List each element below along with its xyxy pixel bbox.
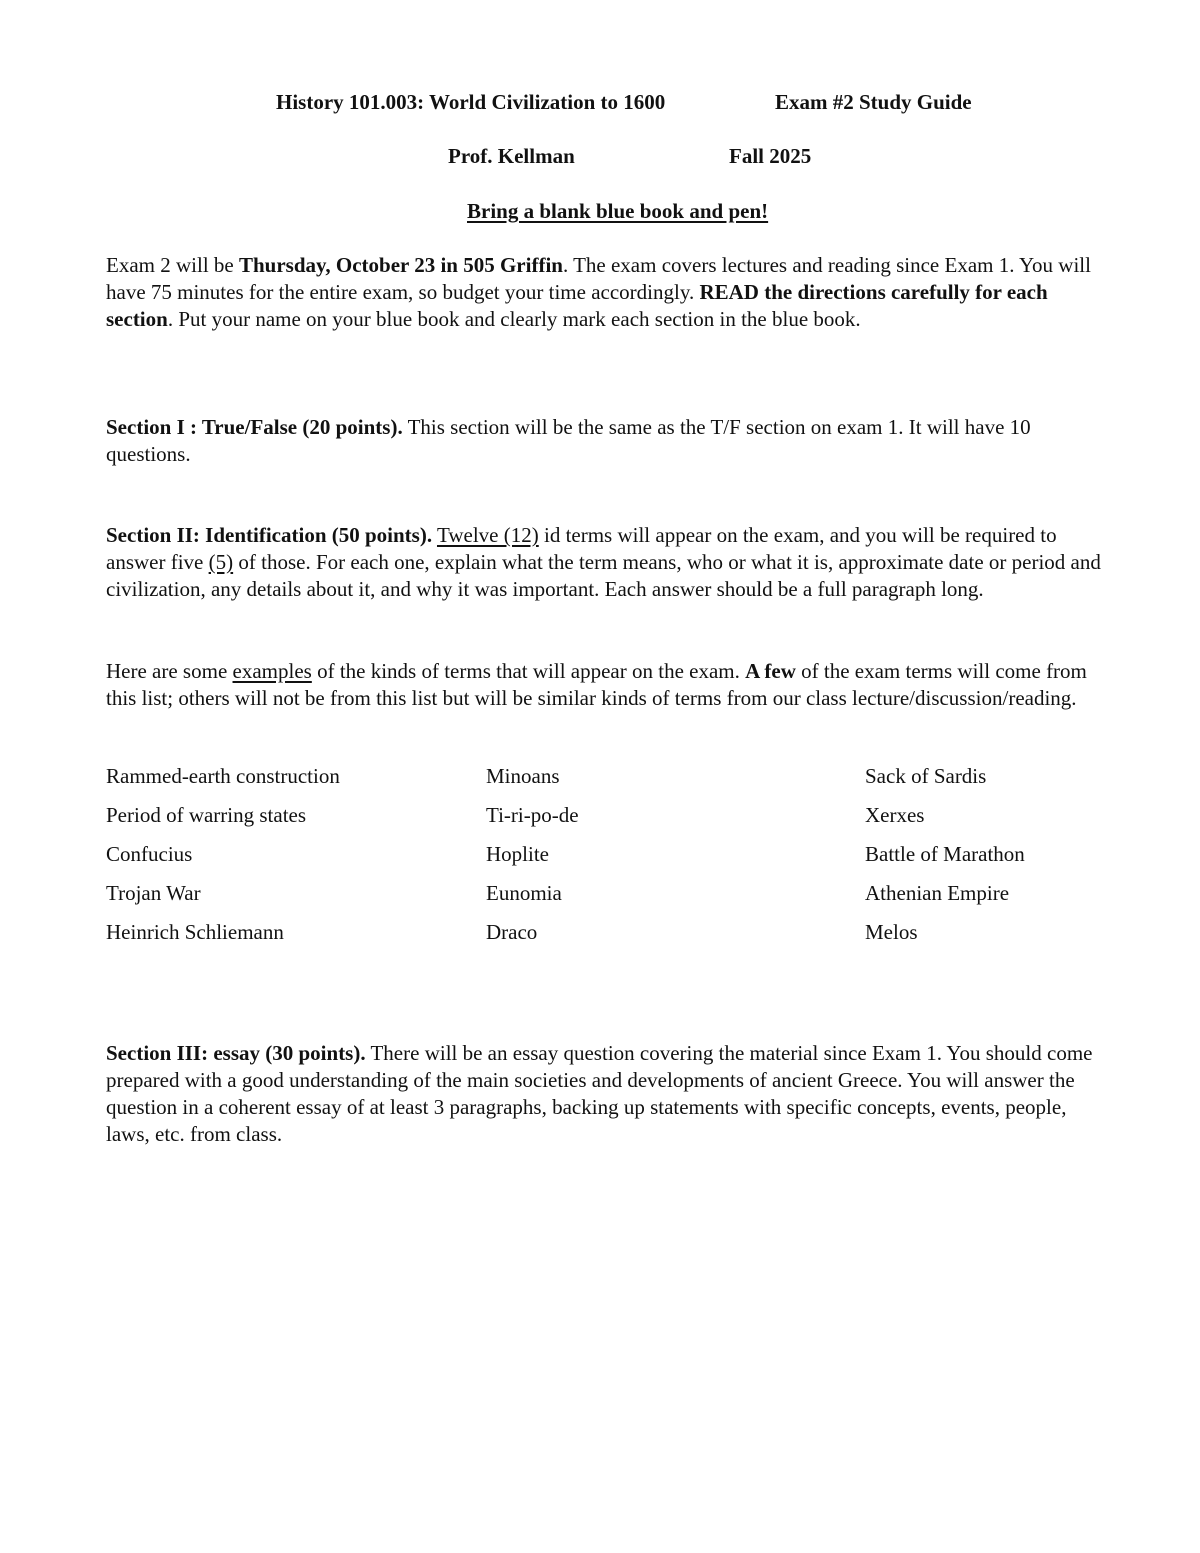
- section-2-text-2: id terms will appear on the exam, and you will be required to answer five: [106, 523, 1057, 574]
- a-few-emphasis: A few: [745, 659, 796, 683]
- five-terms: (5): [208, 550, 234, 574]
- intro-text-3: . Put your name on your blue book and clearly mark each section in the blue book.: [167, 307, 861, 331]
- terms-row: [106, 842, 1106, 881]
- term: Athenian Empire: [865, 881, 1010, 905]
- term: Battle of Marathon: [865, 842, 1025, 866]
- examples-text-3: of the exam terms will come from this list; others will not be from this list but will be similar kinds of terms from our class lecture/discussion/reading.: [106, 659, 1087, 710]
- section-1: [106, 414, 1106, 468]
- intro-text-2: . The exam covers lectures and reading since Exam 1. You will have 75 minutes for the entire exam, so budget your time accordingly.: [106, 253, 1091, 304]
- examples-paragraph: [106, 658, 1106, 712]
- header-exam-title: Exam #2 Study Guide: [775, 90, 972, 114]
- terms-row: [106, 803, 1106, 842]
- term: Trojan War: [106, 881, 201, 905]
- header-course: History 101.003: World Civilization to 1600: [276, 90, 666, 114]
- term: Ti-ri-po-de: [486, 803, 579, 827]
- section-3: [106, 1040, 1106, 1148]
- intro-paragraph: [106, 252, 1106, 333]
- terms-row: [106, 764, 1106, 803]
- term: Xerxes: [865, 803, 925, 827]
- section-2-text-3: of those. For each one, explain what the term means, who or what it is, approximate date or period and civilization, any details about it, and why it was important. Each answer should be a full paragraph long.: [106, 550, 1101, 601]
- reminder: Bring a blank blue book and pen!: [467, 199, 769, 223]
- examples-text-2: of the kinds of terms that will appear on the exam.: [311, 659, 746, 683]
- header-term: Fall 2025: [729, 144, 812, 168]
- term: Confucius: [106, 842, 193, 866]
- exam-date-location: Thursday, October 23 in 505 Griffin: [238, 253, 563, 277]
- twelve-terms: Twelve (12): [436, 523, 539, 547]
- section-2: [106, 522, 1106, 603]
- examples-word: examples: [232, 659, 312, 683]
- intro-text-1: Exam 2 will be: [106, 253, 239, 277]
- term: Draco: [486, 920, 538, 944]
- section-2-heading: Section II: Identification (50 points).: [106, 523, 433, 547]
- examples-text-1: Here are some: [106, 659, 233, 683]
- section-3-text: There will be an essay question covering the material since Exam 1. You should come prepared with a good understanding of the main societies and developments of ancient Greece. You will answer the question in a coherent essay of at least 3 paragraphs, backing up statements with specific concepts, events, people, laws, etc. from class.: [106, 1041, 1093, 1146]
- term: Rammed-earth construction: [106, 764, 340, 788]
- term: Hoplite: [486, 842, 549, 866]
- section-3-heading: Section III: essay (30 points).: [106, 1041, 366, 1065]
- terms-row: [106, 920, 1106, 959]
- term: Minoans: [486, 764, 560, 788]
- terms-list: [106, 764, 1106, 959]
- term: Eunomia: [486, 881, 562, 905]
- section-1-heading: Section I : True/False (20 points).: [106, 415, 403, 439]
- term: Sack of Sardis: [865, 764, 987, 788]
- section-1-text: This section will be the same as the T/F section on exam 1. It will have 10 questions.: [106, 415, 1031, 466]
- term: Period of warring states: [106, 803, 307, 827]
- terms-row: [106, 881, 1106, 920]
- header-professor: Prof. Kellman: [448, 144, 575, 168]
- read-directions-note: READ the directions carefully for each section: [106, 280, 1048, 331]
- term: Heinrich Schliemann: [106, 920, 284, 944]
- term: Melos: [865, 920, 918, 944]
